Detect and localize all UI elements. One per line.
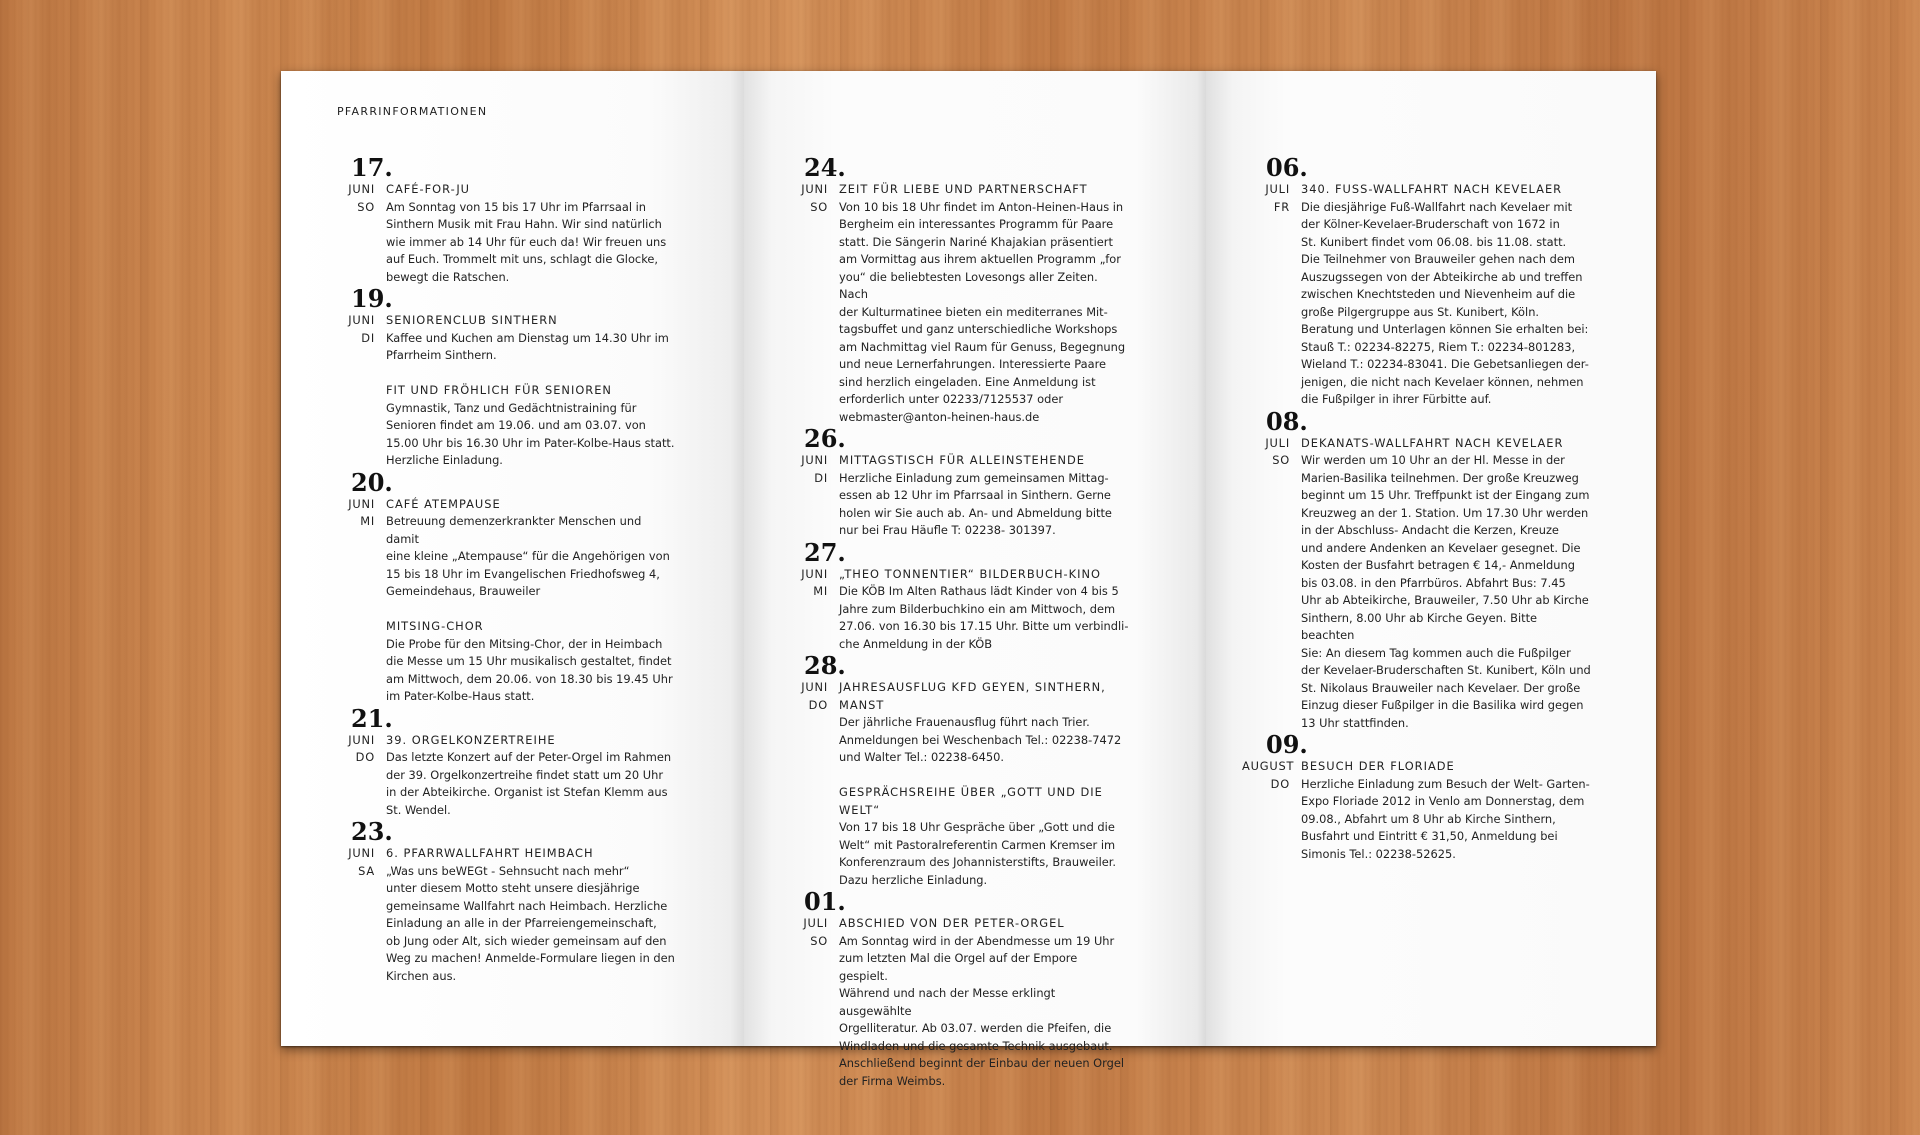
event-weekday: SO	[357, 199, 375, 214]
event-entry	[327, 703, 747, 820]
column-3	[1242, 155, 1662, 863]
event-date-meta	[780, 679, 839, 767]
panel-middle	[744, 71, 1206, 1088]
event-title: „THEO TONNENTIER“ BILDERBUCH-KINO	[839, 566, 1101, 581]
event-title: 340. FUSS-WALLFAHRT NACH KEVELAER	[1301, 182, 1563, 196]
event-weekday: SO	[810, 199, 828, 214]
event-month: JUNI	[801, 680, 828, 694]
spacer	[780, 767, 1200, 785]
event-day: 17.	[351, 153, 393, 182]
event-date-meta	[780, 566, 839, 654]
event-month: JUNI	[801, 453, 828, 467]
event-date-meta	[327, 732, 386, 820]
event-weekday: DO	[808, 697, 828, 712]
event-weekday: FR	[1273, 199, 1290, 214]
event-item	[780, 181, 1200, 426]
event-title: JAHRESAUSFLUG KFD GEYEN, SINTHERN, MANST	[839, 680, 1106, 712]
event-date-meta	[780, 915, 839, 1090]
event-date-meta	[780, 181, 839, 426]
event-text: Wir werden um 10 Uhr an der Hl. Messe in der Marien-Basilika teilnehmen. Der große Kreuzweg beginnt um 15 Uhr. Treffpunkt ist der Eingang zum Kreuzweg an der 1. Station. Um 17.30 Uhr werden in der Abschluss- Andacht die Kerzen, Kreuze und andere Andenken an Kevelaer gesegnet. Die Kosten der Busfahrt betragen € 14,- Anmeldung bis 03.08. in den Pfarrbüros. Abfahrt Bus: 7.45 Uhr ab Abteikirche, Brauweiler, 7.50 Uhr ab Kirche Sinthern, 8.00 Uhr ab Kirche Geyen. Bitte beachten Sie: An diesem Tag kommen auch die Fußpilger der Kevelaer-Bruderschaften St. Kunibert, Köln und St. Nikolaus Brauweiler nach Kevelaer. Der große Einzug dieser Fußpilger in die Basilika wird gegen 13 Uhr stattfinden.	[1301, 453, 1591, 730]
event-day: 06.	[1266, 153, 1308, 182]
event-entry	[1242, 155, 1662, 409]
event-day: 27.	[804, 537, 846, 567]
event-date-meta	[327, 618, 386, 706]
event-date-meta	[327, 181, 386, 286]
event-text: Kaffee und Kuchen am Dienstag um 14.30 Uhr im Pfarrheim Sinthern.	[386, 330, 669, 362]
event-date-meta	[1242, 435, 1301, 733]
event-entry	[1242, 732, 1662, 863]
event-month: JULI	[803, 916, 828, 930]
event-item	[780, 452, 1200, 540]
event-date-meta	[327, 845, 386, 985]
event-entry	[327, 286, 747, 470]
event-title: DEKANATS-WALLFAHRT NACH KEVELAER	[1301, 435, 1564, 450]
event-title: ZEIT FÜR LIEBE UND PARTNERSCHAFT	[839, 182, 1088, 196]
event-title: MITTAGSTISCH FÜR ALLEINSTEHENDE	[839, 453, 1085, 467]
event-month: JUNI	[348, 846, 375, 860]
event-item	[327, 312, 747, 365]
brochure	[281, 71, 1656, 1088]
event-weekday: SO	[810, 933, 828, 948]
event-month: JUNI	[348, 182, 375, 196]
event-date-meta	[780, 452, 839, 540]
event-date-meta	[1242, 758, 1301, 863]
event-title: BESUCH DER FLORIADE	[1301, 759, 1455, 773]
event-entry	[327, 819, 747, 985]
event-item	[327, 496, 747, 601]
event-item	[327, 181, 747, 286]
event-text: Der jährliche Frauenausflug führt nach Trier. Anmeldungen bei Weschenbach Tel.: 02238-7472 und Walter Tel.: 02238-6450.	[839, 715, 1122, 764]
event-month: JUNI	[348, 496, 375, 511]
event-item	[327, 845, 747, 985]
event-title: 39. ORGELKONZERTREIHE	[386, 732, 556, 747]
event-day: 23.	[351, 817, 393, 846]
event-date-meta	[327, 382, 386, 470]
event-text: Betreuung demenzerkrankter Menschen und damit eine kleine „Atempause“ für die Angehörigen von 15 bis 18 Uhr im Evangelischen Friedhofsweg 4, Gemeindehaus, Brauweiler	[386, 514, 670, 598]
event-content	[839, 679, 1129, 767]
spacer	[327, 365, 747, 383]
event-month: JUNI	[348, 313, 375, 327]
event-entry	[780, 426, 1200, 540]
event-content	[386, 732, 676, 820]
event-entry	[780, 155, 1200, 426]
panel-left	[281, 71, 744, 1046]
event-content	[386, 181, 676, 286]
event-weekday: MI	[360, 514, 375, 528]
page-header: PFARRINFORMATIONEN	[337, 105, 488, 118]
event-content	[839, 452, 1129, 540]
event-title: CAFÉ-FOR-JU	[386, 182, 471, 196]
event-month: JUNI	[801, 182, 828, 196]
event-text: Am Sonntag wird in der Abendmesse um 19 Uhr zum letzten Mal die Orgel auf der Empore gespielt. Während und nach der Messe erklingt ausgewählte Orgelliteratur. Ab 03.07. werden die Pfeifen, die Windladen und die gesamte Technik ausgebaut. Anschließend beginnt der Einbau der neuen Orgel der Firma Weimbs.	[839, 933, 1125, 1088]
event-content	[386, 845, 676, 985]
event-item	[327, 732, 747, 820]
event-item	[780, 915, 1200, 1090]
event-item	[780, 679, 1200, 767]
event-content	[839, 915, 1129, 1090]
event-item	[1242, 181, 1662, 409]
event-entry	[327, 155, 747, 286]
event-month: JUNI	[801, 566, 828, 581]
event-day: 09.	[1266, 730, 1308, 759]
event-weekday: SA	[358, 863, 375, 878]
event-content	[839, 181, 1129, 426]
event-entry	[327, 467, 747, 706]
event-content	[839, 566, 1129, 654]
event-title: FIT UND FRÖHLICH FÜR SENIOREN	[386, 383, 612, 397]
event-content	[1301, 181, 1591, 409]
event-text: Die KÖB Im Alten Rathaus lädt Kinder von 4 bis 5 Jahre zum Bilderbuchkino ein am Mittwoch, dem 27.06. von 16.30 bis 17.15 Uhr. Bitte um verbindli- che Anmeldung in der KÖB	[839, 584, 1129, 651]
event-weekday: MI	[813, 584, 828, 598]
event-day: 08.	[1266, 406, 1308, 436]
event-entry	[780, 889, 1200, 1090]
event-text: Von 10 bis 18 Uhr findet im Anton-Heinen-Haus in Bergheim ein interessantes Programm für Paare statt. Die Sängerin Nariné Khajakian präsentiert am Vormittag aus ihrem aktuellen Programm „for you“ die beliebtesten Lovesongs aller Zeiten. Nach der Kulturmatinee bieten ein mediterranes Mit- tagsbuffet und ganz unterschiedliche Workshops am Nachmittag viel Raum für Genuss, Begegnung und neue Lernerfahrungen. Interessierte Paare sind herzlich eingeladen. Eine Anmeldung ist erforderlich unter 02233/7125537 oder webmaster@anton-heinen-haus.de	[839, 199, 1126, 424]
event-date-meta	[780, 784, 839, 889]
event-content	[386, 312, 676, 365]
event-item	[327, 618, 747, 706]
event-weekday: DI	[361, 330, 375, 345]
event-text: Die diesjährige Fuß-Wallfahrt nach Kevelaer mit der Kölner-Kevelaer-Bruderschaft von 1672 in St. Kunibert findet vom 06.08. bis 11.08. statt. Die Teilnehmer von Brauweiler gehen nach dem Auszugssegen von der Abteikirche ab und treffen zwischen Knechtsteden und Nievenheim auf die große Pilgergruppe aus St. Kunibert, Köln. Beratung und Unterlagen können Sie erhalten bei: Stauß T.: 02234-82275, Riem T.: 02234-801283, Wieland T.: 02234-83041. Die Gebetsanliegen der- jenigen, die nicht nach Kevelaer können, nehmen die Fußpilger in ihrer Fürbitte auf.	[1301, 199, 1589, 406]
event-title: 6. PFARRWALLFAHRT HEIMBACH	[386, 846, 594, 860]
event-month: AUGUST	[1242, 759, 1295, 773]
event-text: Von 17 bis 18 Uhr Gespräche über „Gott und die Welt“ mit Pastoralreferentin Carmen Kremser im Konferenzraum des Johannisterstifts, Brauweiler. Dazu herzliche Einladung.	[839, 820, 1116, 887]
event-item	[1242, 435, 1662, 733]
event-content	[1301, 435, 1591, 733]
event-content	[386, 618, 676, 706]
event-title: CAFÉ ATEMPAUSE	[386, 496, 501, 511]
event-day: 01.	[804, 887, 846, 916]
event-item	[1242, 758, 1662, 863]
event-day: 19.	[351, 284, 393, 313]
event-title: MITSING-CHOR	[386, 619, 484, 633]
event-title: GESPRÄCHSREIHE ÜBER „GOTT UND DIE WELT“	[839, 785, 1103, 817]
event-month: JULI	[1265, 435, 1290, 450]
event-content	[386, 382, 676, 470]
event-text: Die Probe für den Mitsing-Chor, der in Heimbach die Messe um 15 Uhr musikalisch gestaltet, findet am Mittwoch, dem 20.06. von 18.30 bis 19.45 Uhr im Pater-Kolbe-Haus statt.	[386, 636, 673, 703]
event-text: „Was uns beWEGt - Sehnsucht nach mehr“ unter diesem Motto steht unsere diesjährige gemeinsame Wallfahrt nach Heimbach. Herzliche Einladung an alle in der Pfarreiengemeinschaft, ob Jung oder Alt, sich wieder gemeinsam auf den Weg zu machen! Anmelde-Formulare liegen in den Kirchen aus.	[386, 863, 675, 983]
column-1	[327, 155, 747, 985]
event-month: JULI	[1265, 182, 1290, 196]
event-weekday: DO	[355, 750, 375, 764]
event-weekday: SO	[1272, 453, 1290, 467]
event-entry	[780, 537, 1200, 654]
event-date-meta	[327, 496, 386, 601]
event-content	[1301, 758, 1591, 863]
event-text: Herzliche Einladung zum Besuch der Welt- Garten- Expo Floriade 2012 in Venlo am Donnerstag, dem 09.08., Abfahrt um 8 Uhr ab Kirche Sinthern, Busfahrt und Eintritt € 31,50, Anmeldung bei Simonis Tel.: 02238-52625.	[1301, 776, 1590, 861]
event-item	[780, 784, 1200, 889]
event-text: Das letzte Konzert auf der Peter-Orgel im Rahmen der 39. Orgelkonzertreihe findet statt um 20 Uhr in der Abteikirche. Organist ist Stefan Klemm aus St. Wendel.	[386, 750, 672, 817]
event-item	[327, 382, 747, 470]
event-content	[386, 496, 676, 601]
event-weekday: DI	[814, 470, 828, 485]
event-day: 21.	[351, 703, 393, 733]
event-text: Am Sonntag von 15 bis 17 Uhr im Pfarrsaal in Sinthern Musik mit Frau Hahn. Wir sind natürlich wie immer ab 14 Uhr für euch da! Wir freuen uns auf Euch. Trommelt mit uns, schlagt die Glocke, bewegt die Ratschen.	[386, 199, 667, 284]
event-month: JUNI	[348, 732, 375, 747]
event-day: 20.	[351, 467, 393, 497]
event-day: 24.	[804, 153, 846, 182]
event-entry	[780, 653, 1200, 889]
event-text: Herzliche Einladung zum gemeinsamen Mittag- essen ab 12 Uhr im Pfarrsaal in Sinthern. Gerne holen wir Sie auch ab. An- und Abmeldung bitte nur bei Frau Häufle T: 02238- 301397.	[839, 470, 1112, 537]
event-content	[839, 784, 1129, 889]
event-title: ABSCHIED VON DER PETER-ORGEL	[839, 916, 1065, 930]
event-title: SENIORENCLUB SINTHERN	[386, 313, 558, 327]
event-date-meta	[327, 312, 386, 365]
spacer	[327, 601, 747, 619]
event-day: 28.	[804, 651, 846, 680]
event-day: 26.	[804, 424, 846, 453]
event-date-meta	[1242, 181, 1301, 409]
panel-right	[1206, 71, 1656, 1046]
event-text: Gymnastik, Tanz und Gedächtnistraining für Senioren findet am 19.06. und am 03.07. von 15.00 Uhr bis 16.30 Uhr im Pater-Kolbe-Haus statt. Herzliche Einladung.	[386, 400, 675, 467]
event-weekday: DO	[1270, 776, 1290, 791]
event-entry	[1242, 406, 1662, 733]
event-item	[780, 566, 1200, 654]
column-2	[780, 155, 1200, 1090]
